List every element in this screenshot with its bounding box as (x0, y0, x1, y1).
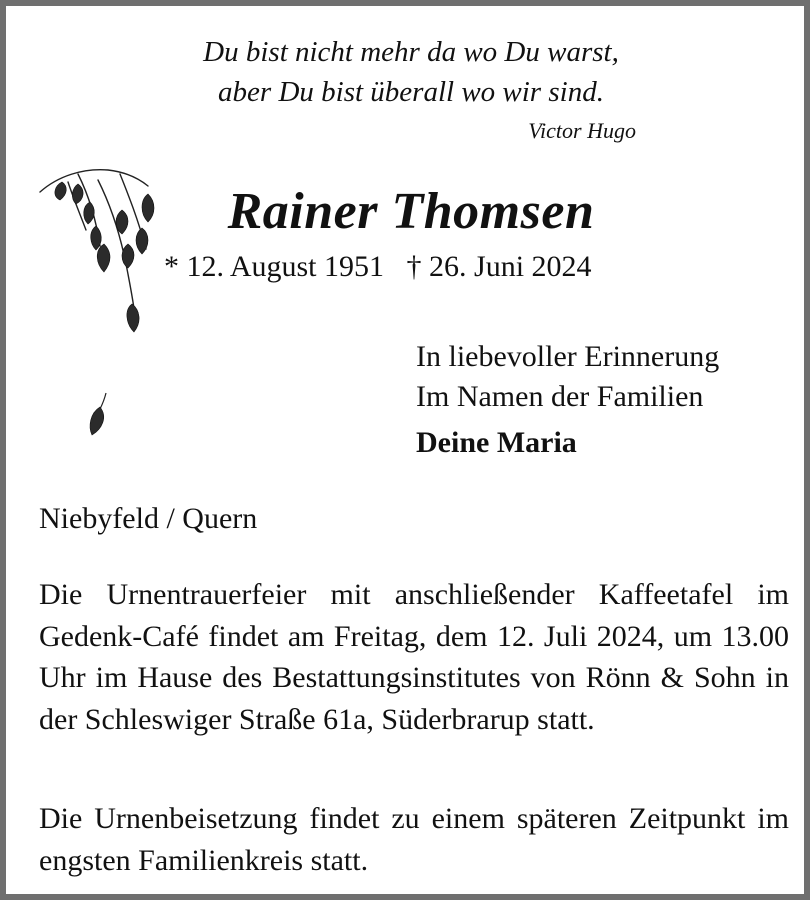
falling-leaf-icon (86, 391, 114, 439)
signature-line-1: In liebevoller Erinnerung (416, 340, 720, 373)
signature-line-2: Im Namen der Familien (416, 380, 704, 413)
ceremony-paragraph: Die Urnentrauerfeier mit anschließender Kaffeetafel im Gedenk-Café findet am Freitag, dem 12. Juli 2024, um 13.00 Uhr im Hause des Bestattungsinstitutes von Rönn & Sohn in der Schleswiger Straße 61a, Süderbrarup statt. (39, 578, 789, 736)
quote-author: Victor Hugo (528, 118, 636, 143)
life-dates: * 12. August 1951 † 26. Juni 2024 (164, 250, 592, 283)
quote-line-2: aber Du bist überall wo wir sind. (218, 76, 604, 108)
quote-line-1: Du bist nicht mehr da wo Du warst, (203, 36, 619, 68)
deceased-name: Rainer Thomsen (227, 183, 595, 240)
burial-paragraph: Die Urnenbeisetzung findet zu einem späteren Zeitpunkt im engsten Familienkreis statt. (39, 802, 789, 877)
place-of-residence: Niebyfeld / Quern (39, 502, 258, 535)
signature-name: Deine Maria (416, 426, 577, 459)
